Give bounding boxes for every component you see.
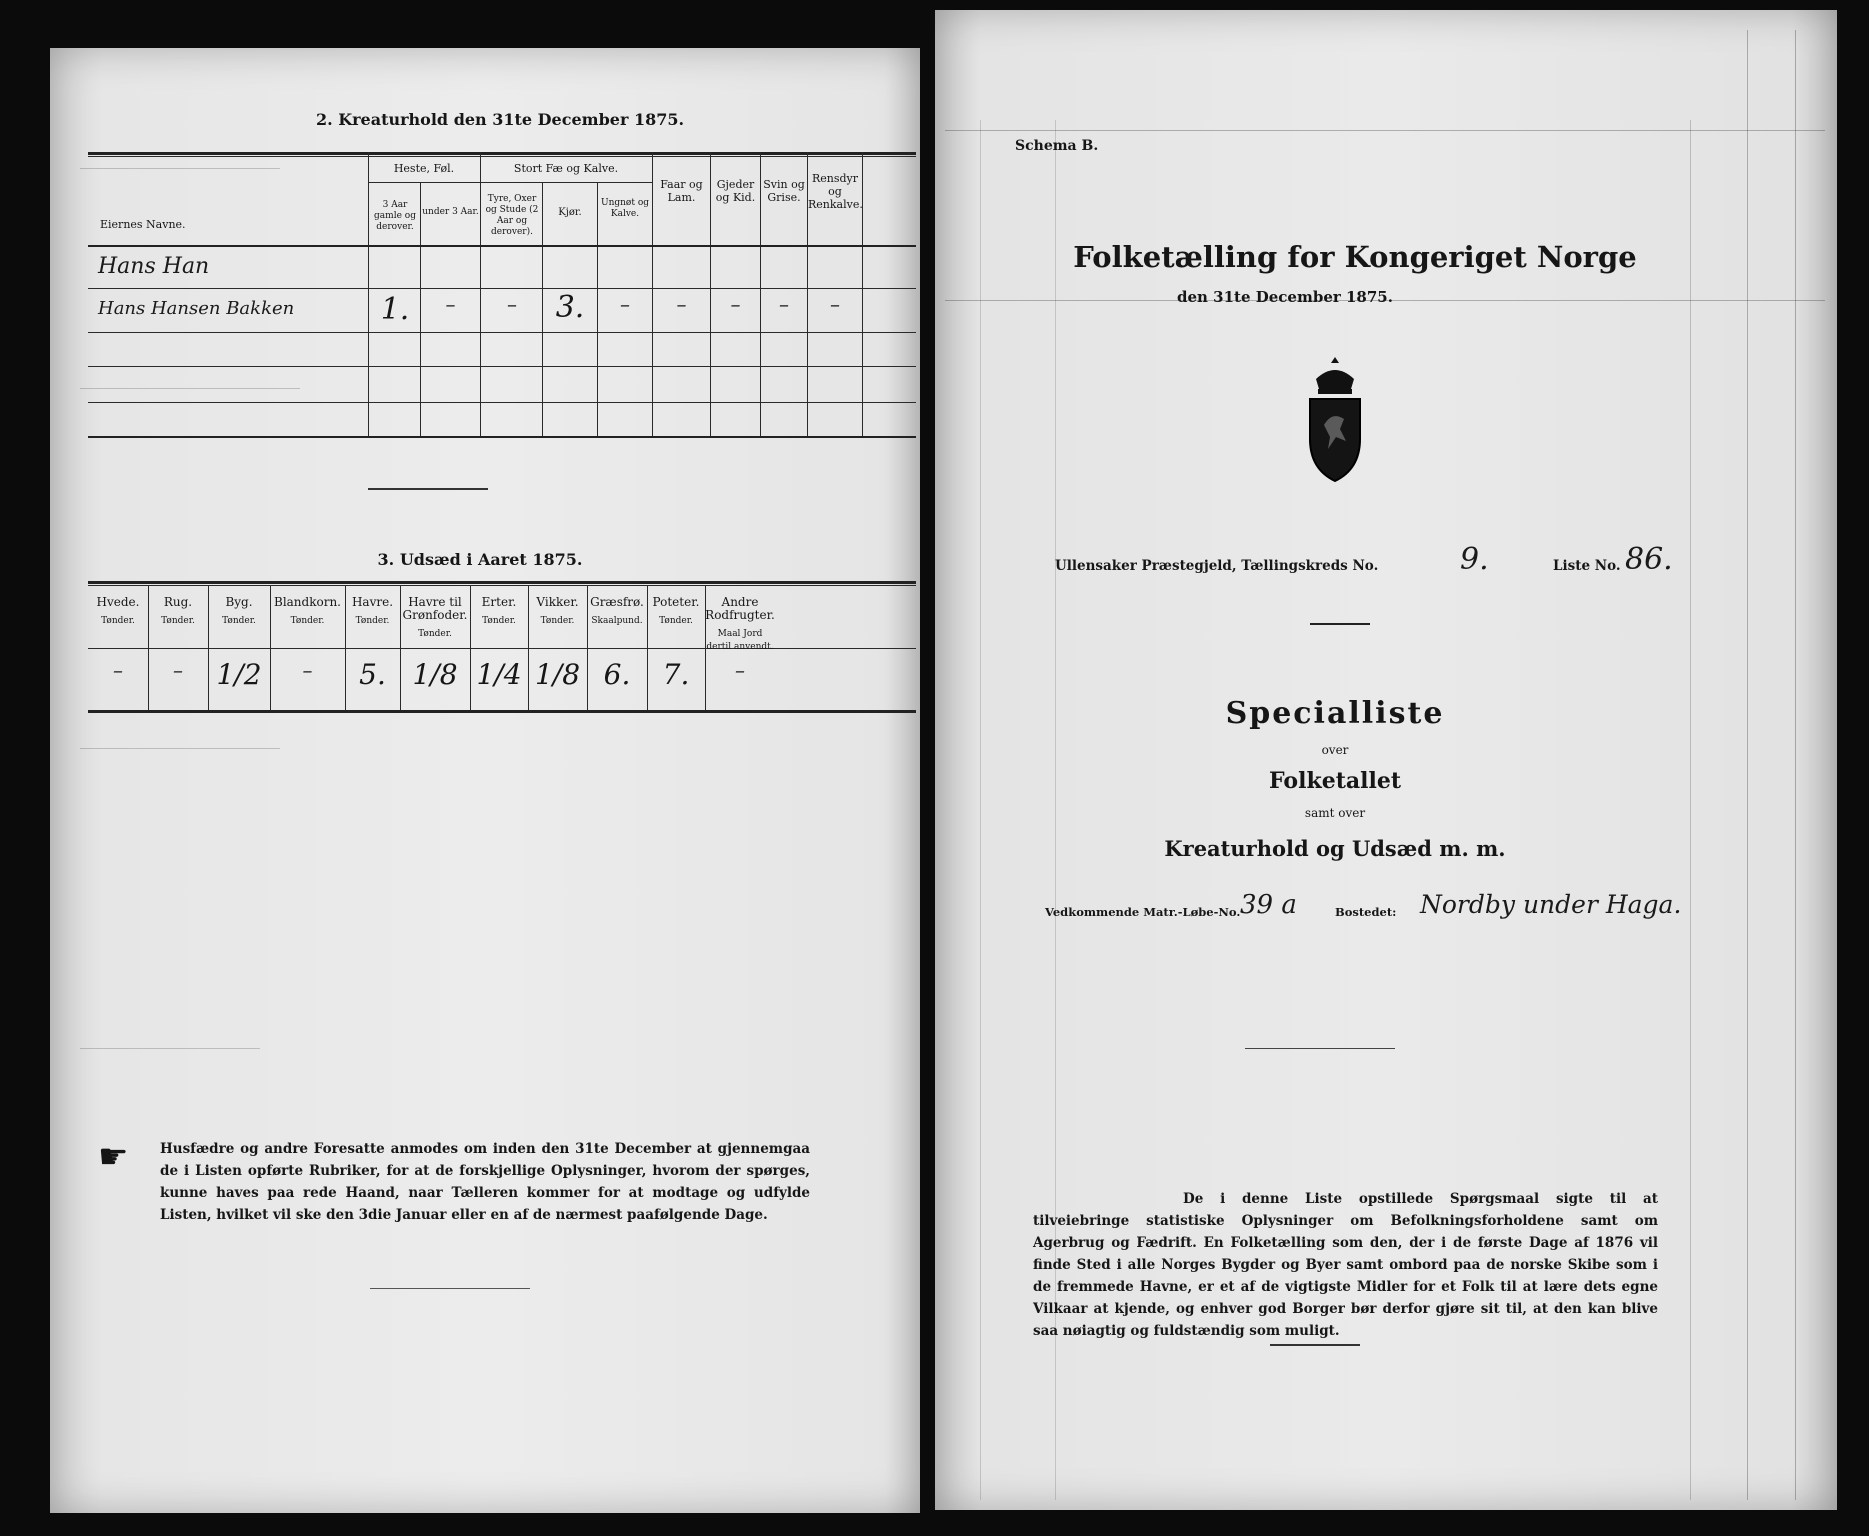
seed-value: – bbox=[173, 658, 183, 682]
seed-col-unit: Maal Jord dertil anvendt. bbox=[706, 629, 774, 652]
seed-value: 5. bbox=[359, 658, 386, 691]
district-label: Ullensaker Præstegjeld, Tællingskreds No. bbox=[1055, 558, 1379, 574]
val-stortfae-1: – bbox=[507, 292, 517, 316]
seed-col-unit: Tønder. bbox=[540, 616, 575, 626]
seed-col-name: Rug. bbox=[163, 595, 193, 609]
owner-row-1: Hans Han bbox=[98, 254, 210, 279]
seed-value: – bbox=[113, 658, 123, 682]
over-1: over bbox=[1321, 743, 1349, 757]
val-stortfae-3: – bbox=[620, 292, 630, 316]
seed-col-unit: Tønder. bbox=[418, 629, 452, 639]
norwegian-lion-crest-icon bbox=[1300, 355, 1370, 485]
divider-2 bbox=[1245, 1048, 1395, 1049]
bostedet-value: Nordby under Haga. bbox=[1420, 890, 1682, 919]
census-date: den 31te December 1875. bbox=[1177, 288, 1393, 306]
seed-col-unit: Tønder. bbox=[659, 616, 693, 626]
seed-col-unit: Tønder. bbox=[161, 616, 195, 626]
col-heste-2: under 3 Aar. bbox=[422, 207, 479, 217]
seed-value: – bbox=[302, 658, 313, 682]
seed-col-name: Havre til Grønfoder. bbox=[402, 595, 468, 622]
seed-col-header bbox=[88, 596, 148, 628]
liste-label: Liste No. bbox=[1553, 558, 1621, 574]
right-page bbox=[935, 10, 1837, 1510]
seed-col-header bbox=[470, 596, 528, 628]
val-heste-2: – bbox=[445, 292, 456, 316]
divider-3 bbox=[1270, 1344, 1360, 1346]
val-gjeder: – bbox=[730, 292, 741, 316]
left-page bbox=[50, 48, 920, 1513]
schema-label: Schema B. bbox=[1015, 138, 1099, 154]
seed-col-name: Havre. bbox=[351, 595, 394, 609]
bostedet-label: Bostedet: bbox=[1335, 905, 1397, 919]
owner-row-2: Hans Hansen Bakken bbox=[98, 298, 295, 319]
seed-col-header bbox=[208, 596, 270, 628]
seed-col-header bbox=[528, 596, 587, 628]
seed-col-header bbox=[148, 596, 208, 628]
col-svin: Svin og Grise. bbox=[763, 178, 805, 204]
divider-1 bbox=[1310, 623, 1370, 625]
seed-col-name: Erter. bbox=[481, 595, 517, 609]
col-stortfae-group: Stort Fæ og Kalve. bbox=[513, 162, 619, 175]
census-title: Folketælling for Kongeriget Norge bbox=[1073, 240, 1637, 274]
seed-col-header bbox=[647, 596, 705, 628]
samt-over: samt over bbox=[1304, 806, 1366, 820]
seed-value: 1/4 bbox=[476, 658, 522, 691]
col-heste-group: Heste, Føl. bbox=[393, 162, 455, 175]
seed-col-unit: Tønder. bbox=[482, 616, 516, 626]
seed-col-header bbox=[587, 596, 647, 628]
col-stortfae-1: Tyre, Oxer og Stude (2 Aar og derover). bbox=[485, 194, 539, 237]
seed-value: 6. bbox=[603, 658, 631, 691]
pointing-hand-icon: ☛ bbox=[98, 1137, 129, 1177]
bottom-divider bbox=[370, 1288, 530, 1289]
seed-value: – bbox=[735, 658, 745, 682]
specialliste-heading: Specialliste bbox=[1225, 696, 1445, 731]
col-heste-1: 3 Aar gamle og derover. bbox=[374, 200, 416, 232]
seed-value: 1/2 bbox=[216, 658, 262, 691]
val-heste-1: 1. bbox=[380, 292, 410, 327]
seed-col-unit: Tønder. bbox=[222, 616, 256, 626]
seed-value: 7. bbox=[662, 658, 690, 691]
matr-value: 39 a bbox=[1240, 890, 1297, 920]
folketallet: Folketallet bbox=[1269, 768, 1401, 794]
seed-value: 1/8 bbox=[412, 658, 458, 691]
seed-value: 1/8 bbox=[534, 658, 581, 691]
val-faar: – bbox=[676, 292, 687, 316]
notice-text: Husfædre og andre Foresatte anmodes om inden den 31te December at gjennemgaa de i Listen opførte Rubriker, for at de forskjellige Oplysninger, hvorom der spørges, kunne haves paa rede Haand, naar Tælleren kommer for at modtage og udfylde Listen, hvilket vil ske den 3die Januar eller en af de nærmest paafølgende Dage. bbox=[160, 1141, 810, 1223]
district-number: 9. bbox=[1460, 542, 1489, 577]
section2-title: 2. Kreaturhold den 31te December 1875. bbox=[315, 110, 685, 129]
seed-col-name: Blandkorn. bbox=[274, 595, 341, 609]
col-faar: Faar og Lam. bbox=[660, 178, 703, 204]
seed-col-unit: Tønder. bbox=[101, 616, 135, 626]
col-owner-header: Eiernes Navne. bbox=[100, 218, 186, 231]
liste-number: 86. bbox=[1625, 542, 1673, 577]
section3-title: 3. Udsæd i Aaret 1875. bbox=[377, 550, 583, 569]
col-rensdyr: Rensdyr og Renkalve. bbox=[808, 172, 863, 211]
seed-col-header bbox=[400, 596, 470, 641]
val-stortfae-2: 3. bbox=[555, 290, 585, 325]
seed-col-name: Byg. bbox=[225, 595, 253, 609]
seed-col-unit: Skaalpund. bbox=[591, 616, 643, 626]
col-gjeder: Gjeder og Kid. bbox=[715, 178, 756, 204]
val-rensdyr: – bbox=[830, 292, 840, 316]
kreatur-heading: Kreaturhold og Udsæd m. m. bbox=[1164, 836, 1506, 861]
seed-col-name: Vikker. bbox=[536, 595, 579, 609]
seed-col-name: Andre Rodfrugter. bbox=[705, 595, 775, 622]
val-svin: – bbox=[779, 292, 789, 316]
seed-col-name: Hvede. bbox=[96, 595, 140, 609]
col-stortfae-2: Kjør. bbox=[558, 207, 582, 218]
seed-col-header bbox=[705, 596, 775, 654]
seed-col-header bbox=[270, 596, 345, 628]
census-explanation: De i denne Liste opstillede Spørgsmaal sigte til at tilveiebringe statistiske Oplysninger om Befolkningsforholdene samt om Agerbrug og Fædrift. En Folketælling som den, der i de første Dage af 1876 vil finde Sted i alle Norges Bygder og Byer samt ombord paa de norske Skibe som i de fremmede Havne, er et af de vigtigste Midler for et Folk til at lære dets egne Vilkaar at kjende, og enhver god Borger bør derfor gjøre sit til, at den kan blive saa nøiagtig og fuldstændig som muligt. bbox=[1033, 1191, 1658, 1339]
divider bbox=[368, 488, 488, 490]
col-stortfae-3: Ungnøt og Kalve. bbox=[600, 198, 649, 219]
seed-col-name: Græsfrø. bbox=[590, 595, 644, 609]
seed-col-unit: Tønder. bbox=[355, 616, 390, 626]
seed-col-unit: Tønder. bbox=[290, 616, 325, 626]
seed-col-name: Poteter. bbox=[652, 595, 700, 609]
matr-label: Vedkommende Matr.-Løbe-No. bbox=[1045, 905, 1241, 919]
seed-col-header bbox=[345, 596, 400, 628]
